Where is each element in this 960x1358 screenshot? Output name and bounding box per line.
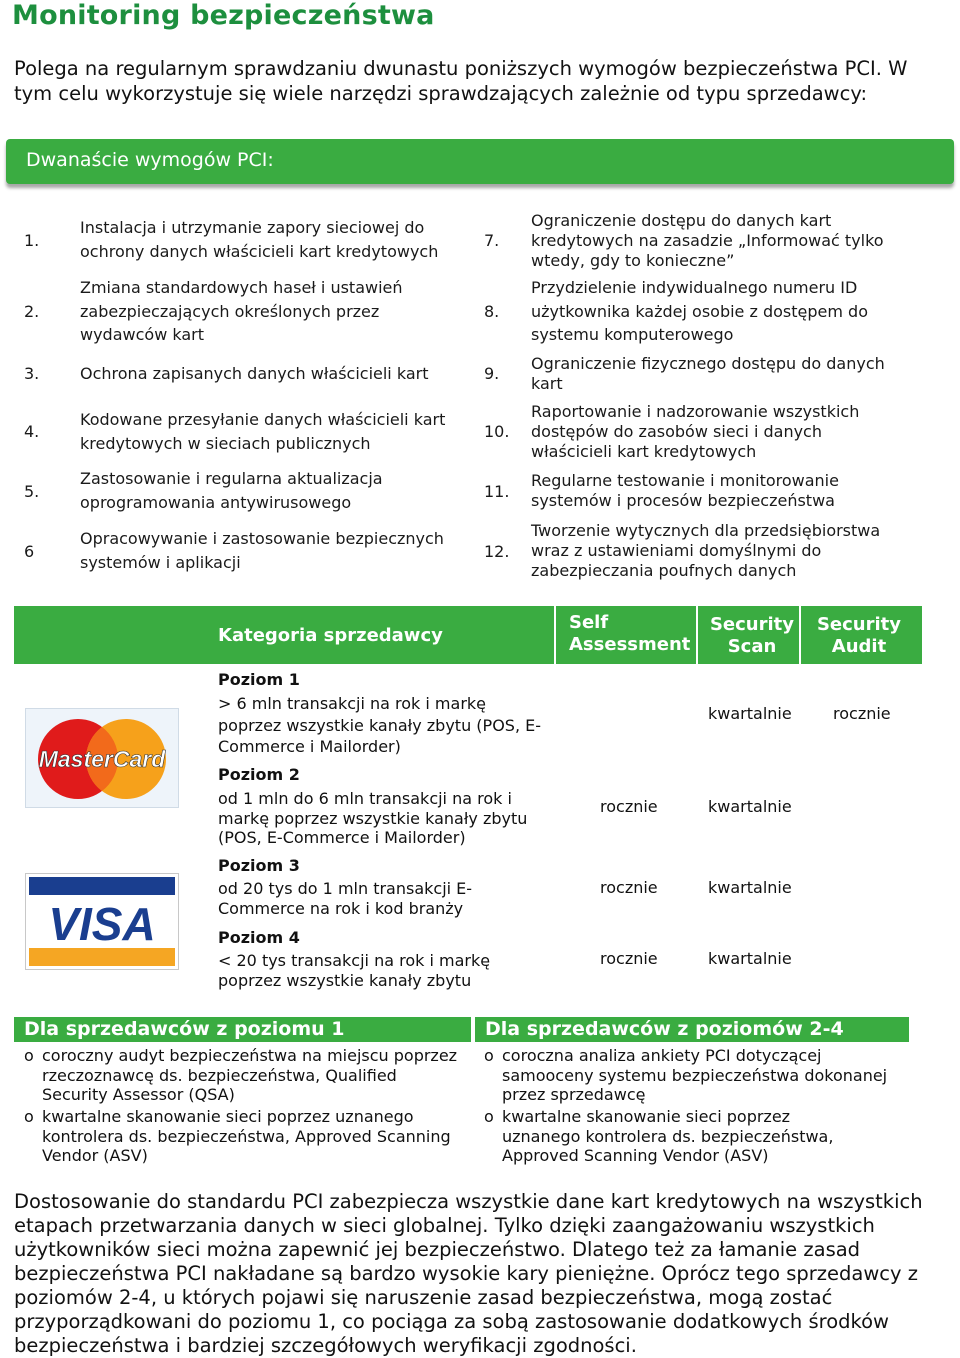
security-scan-frequency: kwartalnie: [708, 949, 792, 968]
header-security-audit: Security Audit: [816, 614, 902, 657]
requirement-text: Kodowane przesyłanie danych właścicieli kart kredytowych w sieciach publicznych: [80, 410, 446, 453]
requirement-number: 11.: [484, 482, 510, 501]
self-assessment-frequency: rocznie: [600, 797, 658, 816]
requirement-number: 8.: [484, 302, 500, 321]
level-1-header: [14, 1017, 471, 1042]
requirement-number: 3.: [24, 364, 40, 383]
level-2-4-header-label: Dla sprzedawców z poziomów 2-4: [485, 1018, 844, 1040]
column-divider: [799, 606, 801, 664]
requirement-text: Ochrona zapisanych danych właścicieli kart: [80, 364, 429, 383]
bullet-marker: o: [484, 1046, 494, 1065]
level-title: Poziom 4: [218, 928, 300, 947]
header-self-assessment: Self Assessment: [569, 612, 691, 655]
requirement-text: Ograniczenie dostępu do danych kart kredytowych na zasadzie „Informować tylko wtedy, gdy to konieczne”: [531, 211, 884, 270]
level-description: od 1 mln do 6 mln transakcji na rok i markę poprzez wszystkie kanały zbytu (POS, E-Commerce i Mailorder): [218, 789, 528, 847]
level-1-requirement: kwartalne skanowanie sieci poprzez uznanego kontrolera ds. bezpieczeństwa, Approved Scanning Vendor (ASV): [42, 1107, 451, 1165]
security-audit-frequency: rocznie: [833, 704, 891, 723]
header-security-scan: Security Scan: [709, 614, 795, 657]
level-description: < 20 tys transakcji na rok i markę poprzez wszystkie kanały zbytu: [218, 951, 491, 990]
merchant-table-header: [14, 606, 922, 664]
requirement-text: Raportowanie i nadzorowanie wszystkich dostępów do zasobów sieci i danych właścicieli kart kredytowych: [531, 402, 860, 461]
level-title: Poziom 1: [218, 670, 300, 689]
page-title: Monitoring bezpieczeństwa: [12, 0, 435, 31]
requirement-number: 5.: [24, 482, 40, 501]
requirement-text: Opracowywanie i zastosowanie bezpiecznych systemów i aplikacji: [80, 529, 444, 572]
mastercard-wordmark: MasterCard: [38, 746, 166, 772]
requirement-text: Regularne testowanie i monitorowanie systemów i procesów bezpieczeństwa: [531, 471, 839, 510]
level-2-4-requirement: coroczna analiza ankiety PCI dotyczącej samooceny systemu bezpieczeństwa dokonanej przez sprzedawcę: [502, 1046, 888, 1104]
requirement-number: 4.: [24, 422, 40, 441]
level-title: Poziom 3: [218, 856, 300, 875]
level-title: Poziom 2: [218, 765, 300, 784]
security-scan-frequency: kwartalnie: [708, 797, 792, 816]
column-divider: [554, 606, 556, 664]
requirement-number: 2.: [24, 302, 40, 321]
security-scan-frequency: kwartalnie: [708, 704, 792, 723]
requirement-text: Tworzenie wytycznych dla przedsiębiorstwa wraz z ustawieniami domyślnymi do zabezpieczania poufnych danych: [531, 521, 881, 580]
bullet-marker: o: [24, 1046, 34, 1065]
visa-logo: [25, 873, 179, 970]
self-assessment-frequency: rocznie: [600, 878, 658, 897]
self-assessment-frequency: rocznie: [600, 949, 658, 968]
requirement-number: 9.: [484, 364, 500, 383]
pci-requirements-header: [6, 139, 954, 184]
intro-paragraph: Polega na regularnym sprawdzaniu dwunastu poniższych wymogów bezpieczeństwa PCI. W tym celu wykorzystuje się wiele narzędzi sprawdzających zależnie od typu sprzedawcy:: [14, 57, 908, 105]
requirement-text: Zmiana standardowych haseł i ustawień zabezpieczających określonych przez wydawców kart: [80, 278, 403, 344]
visa-wordmark: VISA: [48, 898, 156, 950]
requirement-text: Instalacja i utrzymanie zapory sieciowej do ochrony danych właścicieli kart kredytowych: [80, 218, 439, 261]
header-category: Kategoria sprzedawcy: [218, 625, 443, 646]
requirement-number: 1.: [24, 231, 40, 250]
column-divider: [696, 606, 698, 664]
requirement-text: Przydzielenie indywidualnego numeru ID użytkownika każdej osobie z dostępem do systemu komputerowego: [531, 278, 868, 344]
level-description: > 6 mln transakcji na rok i markę poprzez wszystkie kanały zbytu (POS, E-Commerce i Mailorder): [218, 694, 541, 756]
level-description: od 20 tys do 1 mln transakcji E-Commerce na rok i kod branży: [218, 879, 473, 918]
requirement-number: 7.: [484, 231, 500, 250]
level-2-4-requirement: kwartalne skanowanie sieci poprzez uznanego kontrolera ds. bezpieczeństwa, Approved Scanning Vendor (ASV): [502, 1107, 834, 1165]
bullet-marker: o: [24, 1107, 34, 1126]
requirement-number: 6: [24, 542, 35, 561]
requirement-text: Ograniczenie fizycznego dostępu do danych kart: [531, 354, 885, 393]
closing-paragraph: Dostosowanie do standardu PCI zabezpiecza wszystkie dane kart kredytowych na wszystkich etapach przetwarzania danych w sieci globalnej. Tylko dzięki zaangażowaniu wszystkich użytkowników sieci można zapewnić jej bezpieczeństwo. Dlatego też za łamanie zasad bezpieczeństwa PCI nakładane są bardzo wysokie kary pieniężne. Oprócz tego sprzedawcy z poziomów 2-4, u których pojawi się naruszenie zasad bezpieczeństwa, mogą zostać przyporządkowani do poziomu 1, co pociąga za sobą zastosowanie dodatkowych środków bezpieczeństwa i bardziej szczegółowych weryfikacji zgodności.: [14, 1190, 923, 1357]
pci-requirements-header-label: Dwanaście wymogów PCI:: [26, 149, 274, 171]
requirement-number: 10.: [484, 422, 510, 441]
level-1-header-label: Dla sprzedawców z poziomu 1: [24, 1018, 345, 1040]
bullet-marker: o: [484, 1107, 494, 1126]
level-2-4-header: [475, 1017, 909, 1042]
requirement-text: Zastosowanie i regularna aktualizacja oprogramowania antywirusowego: [80, 469, 383, 512]
mastercard-logo: [25, 708, 179, 808]
security-scan-frequency: kwartalnie: [708, 878, 792, 897]
level-1-requirement: coroczny audyt bezpieczeństwa na miejscu poprzez rzeczoznawcę ds. bezpieczeństwa, Qualified Security Assessor (QSA): [42, 1046, 458, 1104]
requirement-number: 12.: [484, 542, 510, 561]
